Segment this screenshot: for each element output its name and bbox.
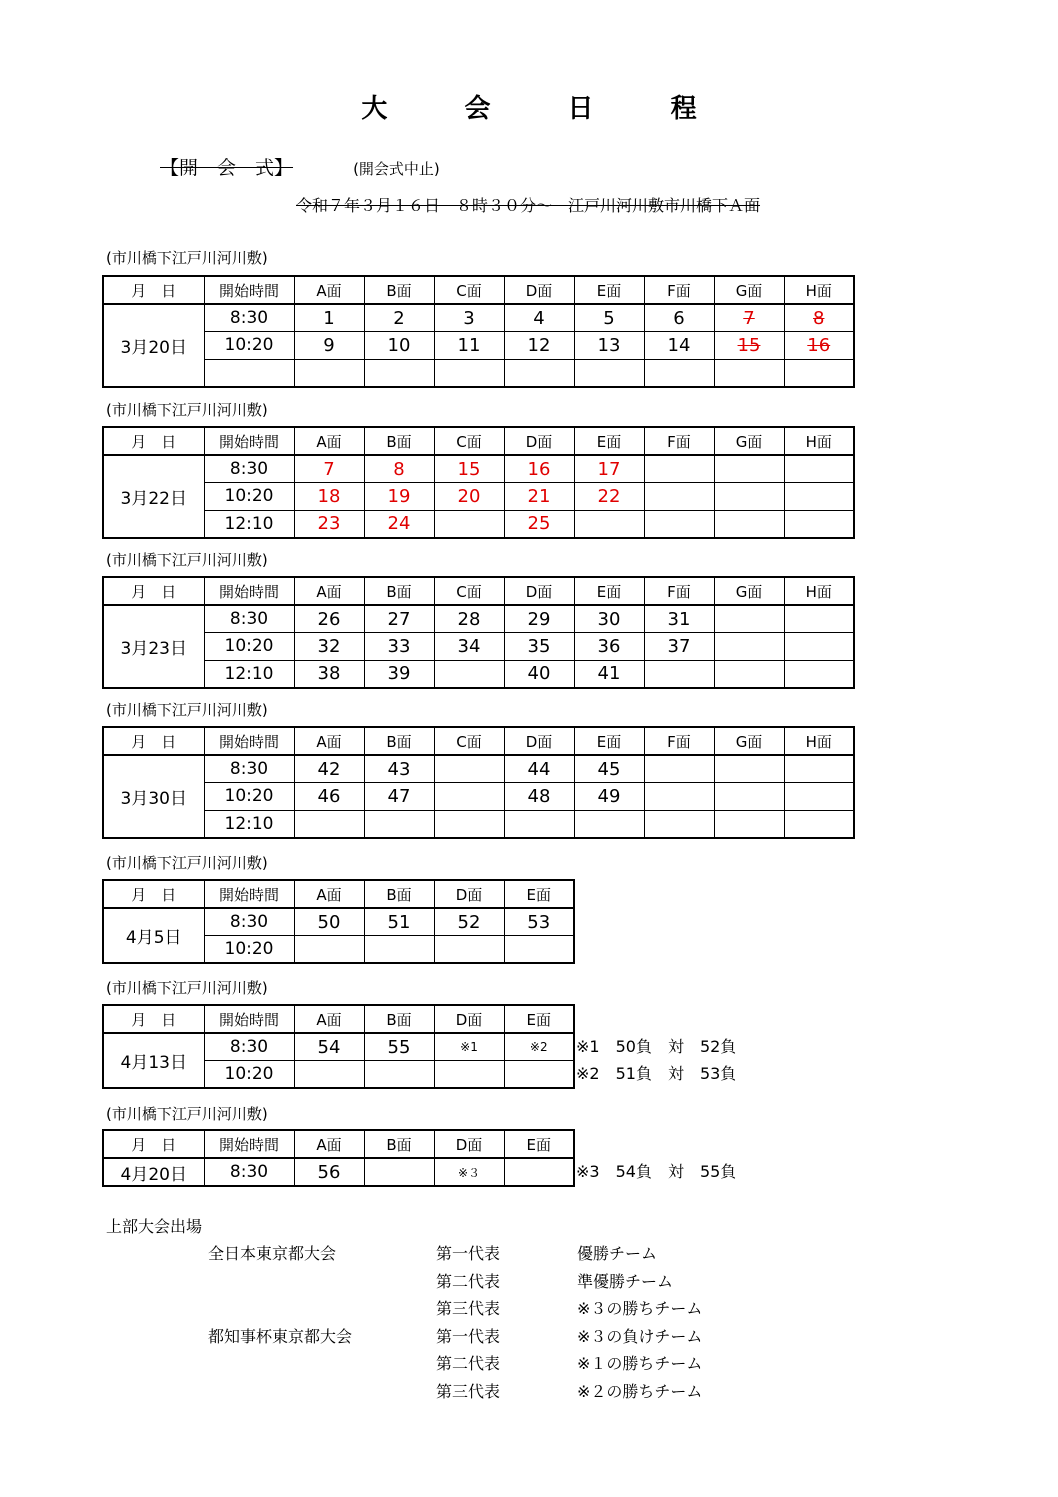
match-cell <box>784 633 854 661</box>
header-court: G面 <box>714 727 784 755</box>
match-cell: 54 <box>294 1033 364 1061</box>
match-cell <box>784 510 854 538</box>
match-cell: 33 <box>364 633 434 661</box>
header-court: A面 <box>294 427 364 455</box>
header-court: D面 <box>434 1130 504 1158</box>
match-cell <box>364 359 434 387</box>
match-cell <box>364 1061 434 1089</box>
match-cell <box>504 359 574 387</box>
match-cell <box>294 359 364 387</box>
header-court: A面 <box>294 1005 364 1033</box>
opening-cancel-note: (開会式中止) <box>353 160 440 178</box>
opening-heading: 【開 会 式】 <box>160 157 294 179</box>
match-cell: 47 <box>364 783 434 811</box>
match-cell: 9 <box>294 332 364 360</box>
schedule-table <box>102 275 855 388</box>
match-cell: 43 <box>364 755 434 783</box>
match-cell: ※2 <box>504 1033 574 1061</box>
match-cell: 36 <box>574 633 644 661</box>
match-cell: 21 <box>504 483 574 511</box>
match-cell: 46 <box>294 783 364 811</box>
header-court: H面 <box>784 577 854 605</box>
match-cell <box>434 359 504 387</box>
match-cell <box>714 510 784 538</box>
match-cell <box>644 359 714 387</box>
match-cell: 50 <box>294 908 364 936</box>
representative-rank: 第二代表 <box>436 1271 501 1291</box>
match-cell <box>714 783 784 811</box>
start-time <box>204 359 294 387</box>
match-cell <box>434 660 504 688</box>
table-row <box>103 510 854 538</box>
match-cell <box>644 510 714 538</box>
match-cell <box>504 1158 574 1186</box>
match-cell: 13 <box>574 332 644 360</box>
header-court: F面 <box>644 276 714 304</box>
match-cell: 3 <box>434 304 504 332</box>
match-cell: 34 <box>434 633 504 661</box>
match-cell <box>784 605 854 633</box>
header-court: B面 <box>364 276 434 304</box>
match-cell: 23 <box>294 510 364 538</box>
table-row <box>103 633 854 661</box>
header-court: G面 <box>714 577 784 605</box>
header-court: B面 <box>364 577 434 605</box>
match-cell <box>784 455 854 483</box>
header-court: A面 <box>294 727 364 755</box>
match-cell <box>644 810 714 838</box>
match-cell: 51 <box>364 908 434 936</box>
title-char: 大 <box>361 94 388 124</box>
header-time: 開始時間 <box>204 727 294 755</box>
start-time: 8:30 <box>204 908 294 936</box>
match-cell <box>504 936 574 964</box>
start-time: 8:30 <box>204 304 294 332</box>
venue-label: (市川橋下江戸川河川敷) <box>106 551 268 569</box>
match-cell <box>574 810 644 838</box>
match-cell: 56 <box>294 1158 364 1186</box>
schedule-table <box>102 426 855 539</box>
match-cell <box>644 660 714 688</box>
header-court: D面 <box>504 427 574 455</box>
match-cell <box>294 936 364 964</box>
match-cell: 27 <box>364 605 434 633</box>
match-cell: 40 <box>504 660 574 688</box>
representative-team: 優勝チーム <box>577 1244 658 1263</box>
match-cell: 35 <box>504 633 574 661</box>
header-court: B面 <box>364 727 434 755</box>
match-cell <box>644 783 714 811</box>
header-time: 開始時間 <box>204 577 294 605</box>
table-row <box>103 483 854 511</box>
table-row <box>103 605 854 633</box>
header-date: 月 日 <box>103 880 204 908</box>
header-court: C面 <box>434 276 504 304</box>
match-cell <box>504 810 574 838</box>
match-cell <box>714 755 784 783</box>
header-court: B面 <box>364 1130 434 1158</box>
header-date: 月 日 <box>103 577 204 605</box>
match-note: ※1 50負 対 52負 <box>576 1037 737 1056</box>
start-time: 8:30 <box>204 755 294 783</box>
start-time: 8:30 <box>204 1033 294 1061</box>
header-date: 月 日 <box>103 1005 204 1033</box>
table-row <box>103 660 854 688</box>
header-court: G面 <box>714 276 784 304</box>
match-cell <box>434 810 504 838</box>
match-cell <box>784 660 854 688</box>
match-cell <box>644 755 714 783</box>
schedule-table <box>102 1004 575 1089</box>
header-court: C面 <box>434 427 504 455</box>
venue-label: (市川橋下江戸川河川敷) <box>106 701 268 719</box>
match-cell: 25 <box>504 510 574 538</box>
header-court: A面 <box>294 577 364 605</box>
match-cell: 11 <box>434 332 504 360</box>
header-time: 開始時間 <box>204 276 294 304</box>
match-cell: 1 <box>294 304 364 332</box>
match-cell <box>714 455 784 483</box>
tournament-name: 全日本東京都大会 <box>208 1244 337 1263</box>
table-row <box>103 783 854 811</box>
match-cell <box>714 483 784 511</box>
session-date: 3月30日 <box>103 755 204 838</box>
match-cell: ※３ <box>434 1158 504 1186</box>
header-date: 月 日 <box>103 1130 204 1158</box>
representative-team: ※２の勝ちチーム <box>577 1382 703 1401</box>
header-court: B面 <box>364 880 434 908</box>
representative-rank: 第二代表 <box>436 1354 501 1374</box>
header-date: 月 日 <box>103 727 204 755</box>
match-cell <box>714 359 784 387</box>
match-cell <box>784 359 854 387</box>
match-cell: ※1 <box>434 1033 504 1061</box>
schedule-table <box>102 726 855 839</box>
match-cell <box>434 1061 504 1089</box>
title-char: 日 <box>567 94 594 124</box>
header-court: H面 <box>784 276 854 304</box>
header-court: E面 <box>574 276 644 304</box>
header-court: F面 <box>644 727 714 755</box>
session-date: 3月22日 <box>103 455 204 538</box>
header-date: 月 日 <box>103 427 204 455</box>
header-court: A面 <box>294 1130 364 1158</box>
representative-team: ※３の負けチーム <box>577 1326 703 1346</box>
match-cell: 8 <box>784 304 854 332</box>
start-time: 10:20 <box>204 483 294 511</box>
header-court: E面 <box>504 1005 574 1033</box>
start-time: 10:20 <box>204 332 294 360</box>
representative-rank: 第一代表 <box>436 1244 501 1263</box>
match-cell: 14 <box>644 332 714 360</box>
match-cell: 42 <box>294 755 364 783</box>
header-court: D面 <box>434 880 504 908</box>
match-cell <box>784 755 854 783</box>
session-date: 4月5日 <box>103 908 204 963</box>
match-cell <box>294 810 364 838</box>
start-time: 10:20 <box>204 633 294 661</box>
match-cell: 44 <box>504 755 574 783</box>
table-row <box>103 359 854 387</box>
page-title <box>0 88 1058 125</box>
title-char: 会 <box>464 94 491 124</box>
header-court: F面 <box>644 427 714 455</box>
match-cell: 31 <box>644 605 714 633</box>
match-cell: 26 <box>294 605 364 633</box>
header-court: D面 <box>504 276 574 304</box>
session-date: 3月20日 <box>103 304 204 387</box>
match-cell: 10 <box>364 332 434 360</box>
match-cell: 53 <box>504 908 574 936</box>
match-cell <box>784 810 854 838</box>
match-cell: 16 <box>784 332 854 360</box>
header-court: A面 <box>294 880 364 908</box>
match-cell: 37 <box>644 633 714 661</box>
header-court: G面 <box>714 427 784 455</box>
table-row <box>103 810 854 838</box>
match-cell: 48 <box>504 783 574 811</box>
header-court: E面 <box>504 880 574 908</box>
match-cell <box>364 810 434 838</box>
match-cell: 45 <box>574 755 644 783</box>
table-row <box>103 304 854 332</box>
match-cell: 15 <box>434 455 504 483</box>
start-time: 10:20 <box>204 783 294 811</box>
header-time: 開始時間 <box>204 1130 294 1158</box>
match-cell <box>364 936 434 964</box>
start-time: 8:30 <box>204 605 294 633</box>
match-cell: 28 <box>434 605 504 633</box>
header-court: B面 <box>364 1005 434 1033</box>
start-time: 12:10 <box>204 660 294 688</box>
venue-label: (市川橋下江戸川河川敷) <box>106 1105 268 1123</box>
representative-team: ※１の勝ちチーム <box>577 1354 703 1374</box>
match-cell <box>294 1061 364 1089</box>
match-cell: 49 <box>574 783 644 811</box>
match-cell: 29 <box>504 605 574 633</box>
match-cell: 8 <box>364 455 434 483</box>
header-court: D面 <box>434 1005 504 1033</box>
match-cell <box>434 510 504 538</box>
start-time: 12:10 <box>204 810 294 838</box>
match-cell: 19 <box>364 483 434 511</box>
opening-ceremony <box>106 153 440 180</box>
match-cell: 15 <box>714 332 784 360</box>
schedule-table <box>102 879 575 964</box>
match-cell: 12 <box>504 332 574 360</box>
header-court: D面 <box>504 577 574 605</box>
match-cell <box>504 1061 574 1089</box>
representative-rank: 第三代表 <box>436 1382 501 1401</box>
match-cell: 17 <box>574 455 644 483</box>
match-cell: 6 <box>644 304 714 332</box>
header-court: F面 <box>644 577 714 605</box>
match-cell: 39 <box>364 660 434 688</box>
representative-team: 準優勝チーム <box>577 1271 674 1291</box>
table-row <box>103 332 854 360</box>
match-cell <box>574 359 644 387</box>
start-time: 8:30 <box>204 1158 294 1186</box>
match-note: ※2 51負 対 53負 <box>576 1064 737 1083</box>
match-cell: 20 <box>434 483 504 511</box>
header-court: E面 <box>574 727 644 755</box>
representative-rank: 第一代表 <box>436 1326 501 1346</box>
header-court: A面 <box>294 276 364 304</box>
match-cell <box>714 660 784 688</box>
match-cell <box>784 783 854 811</box>
header-court: H面 <box>784 727 854 755</box>
schedule-table <box>102 576 855 689</box>
venue-label: (市川橋下江戸川河川敷) <box>106 249 268 267</box>
match-cell <box>434 783 504 811</box>
match-cell: 4 <box>504 304 574 332</box>
match-cell: 32 <box>294 633 364 661</box>
match-cell: 38 <box>294 660 364 688</box>
table-row <box>103 908 574 936</box>
match-cell <box>434 755 504 783</box>
match-cell: 2 <box>364 304 434 332</box>
header-time: 開始時間 <box>204 427 294 455</box>
match-cell <box>574 510 644 538</box>
venue-label: (市川橋下江戸川河川敷) <box>106 979 268 997</box>
match-cell <box>714 633 784 661</box>
header-court: B面 <box>364 427 434 455</box>
table-row <box>103 1158 574 1186</box>
advancement-title: 上部大会出場 <box>106 1217 203 1236</box>
match-cell <box>364 1158 434 1186</box>
match-note: ※3 54負 対 55負 <box>576 1162 737 1181</box>
match-cell: 52 <box>434 908 504 936</box>
table-row <box>103 755 854 783</box>
tournament-name: 都知事杯東京都大会 <box>208 1326 353 1346</box>
match-cell <box>714 605 784 633</box>
start-time: 10:20 <box>204 1061 294 1089</box>
match-cell: 30 <box>574 605 644 633</box>
header-court: E面 <box>504 1130 574 1158</box>
header-date: 月 日 <box>103 276 204 304</box>
match-cell: 16 <box>504 455 574 483</box>
start-time: 8:30 <box>204 455 294 483</box>
header-court: H面 <box>784 427 854 455</box>
match-cell: 7 <box>294 455 364 483</box>
header-court: E面 <box>574 577 644 605</box>
representative-rank: 第三代表 <box>436 1299 501 1319</box>
match-cell: 7 <box>714 304 784 332</box>
venue-label: (市川橋下江戸川河川敷) <box>106 401 268 419</box>
title-char: 程 <box>670 94 697 124</box>
match-cell: 41 <box>574 660 644 688</box>
start-time: 12:10 <box>204 510 294 538</box>
match-cell: 5 <box>574 304 644 332</box>
session-date: 3月23日 <box>103 605 204 688</box>
match-cell <box>644 483 714 511</box>
table-row <box>103 455 854 483</box>
header-time: 開始時間 <box>204 1005 294 1033</box>
match-cell <box>714 810 784 838</box>
session-date: 4月13日 <box>103 1033 204 1088</box>
match-cell <box>644 455 714 483</box>
venue-label: (市川橋下江戸川河川敷) <box>106 854 268 872</box>
header-court: C面 <box>434 727 504 755</box>
match-cell: 22 <box>574 483 644 511</box>
match-cell <box>784 483 854 511</box>
match-cell: 24 <box>364 510 434 538</box>
table-row <box>103 1033 574 1061</box>
header-court: E面 <box>574 427 644 455</box>
session-date: 4月20日 <box>103 1158 204 1186</box>
match-cell <box>434 936 504 964</box>
match-cell: 55 <box>364 1033 434 1061</box>
representative-team: ※３の勝ちチーム <box>577 1299 703 1319</box>
schedule-table <box>102 1129 575 1187</box>
header-court: D面 <box>504 727 574 755</box>
header-court: C面 <box>434 577 504 605</box>
match-cell: 18 <box>294 483 364 511</box>
header-time: 開始時間 <box>204 880 294 908</box>
opening-detail: 令和７年３月１６日 ８時３０分～ 江戸川河川敷市川橋下Ａ面 <box>296 196 761 215</box>
start-time: 10:20 <box>204 936 294 964</box>
